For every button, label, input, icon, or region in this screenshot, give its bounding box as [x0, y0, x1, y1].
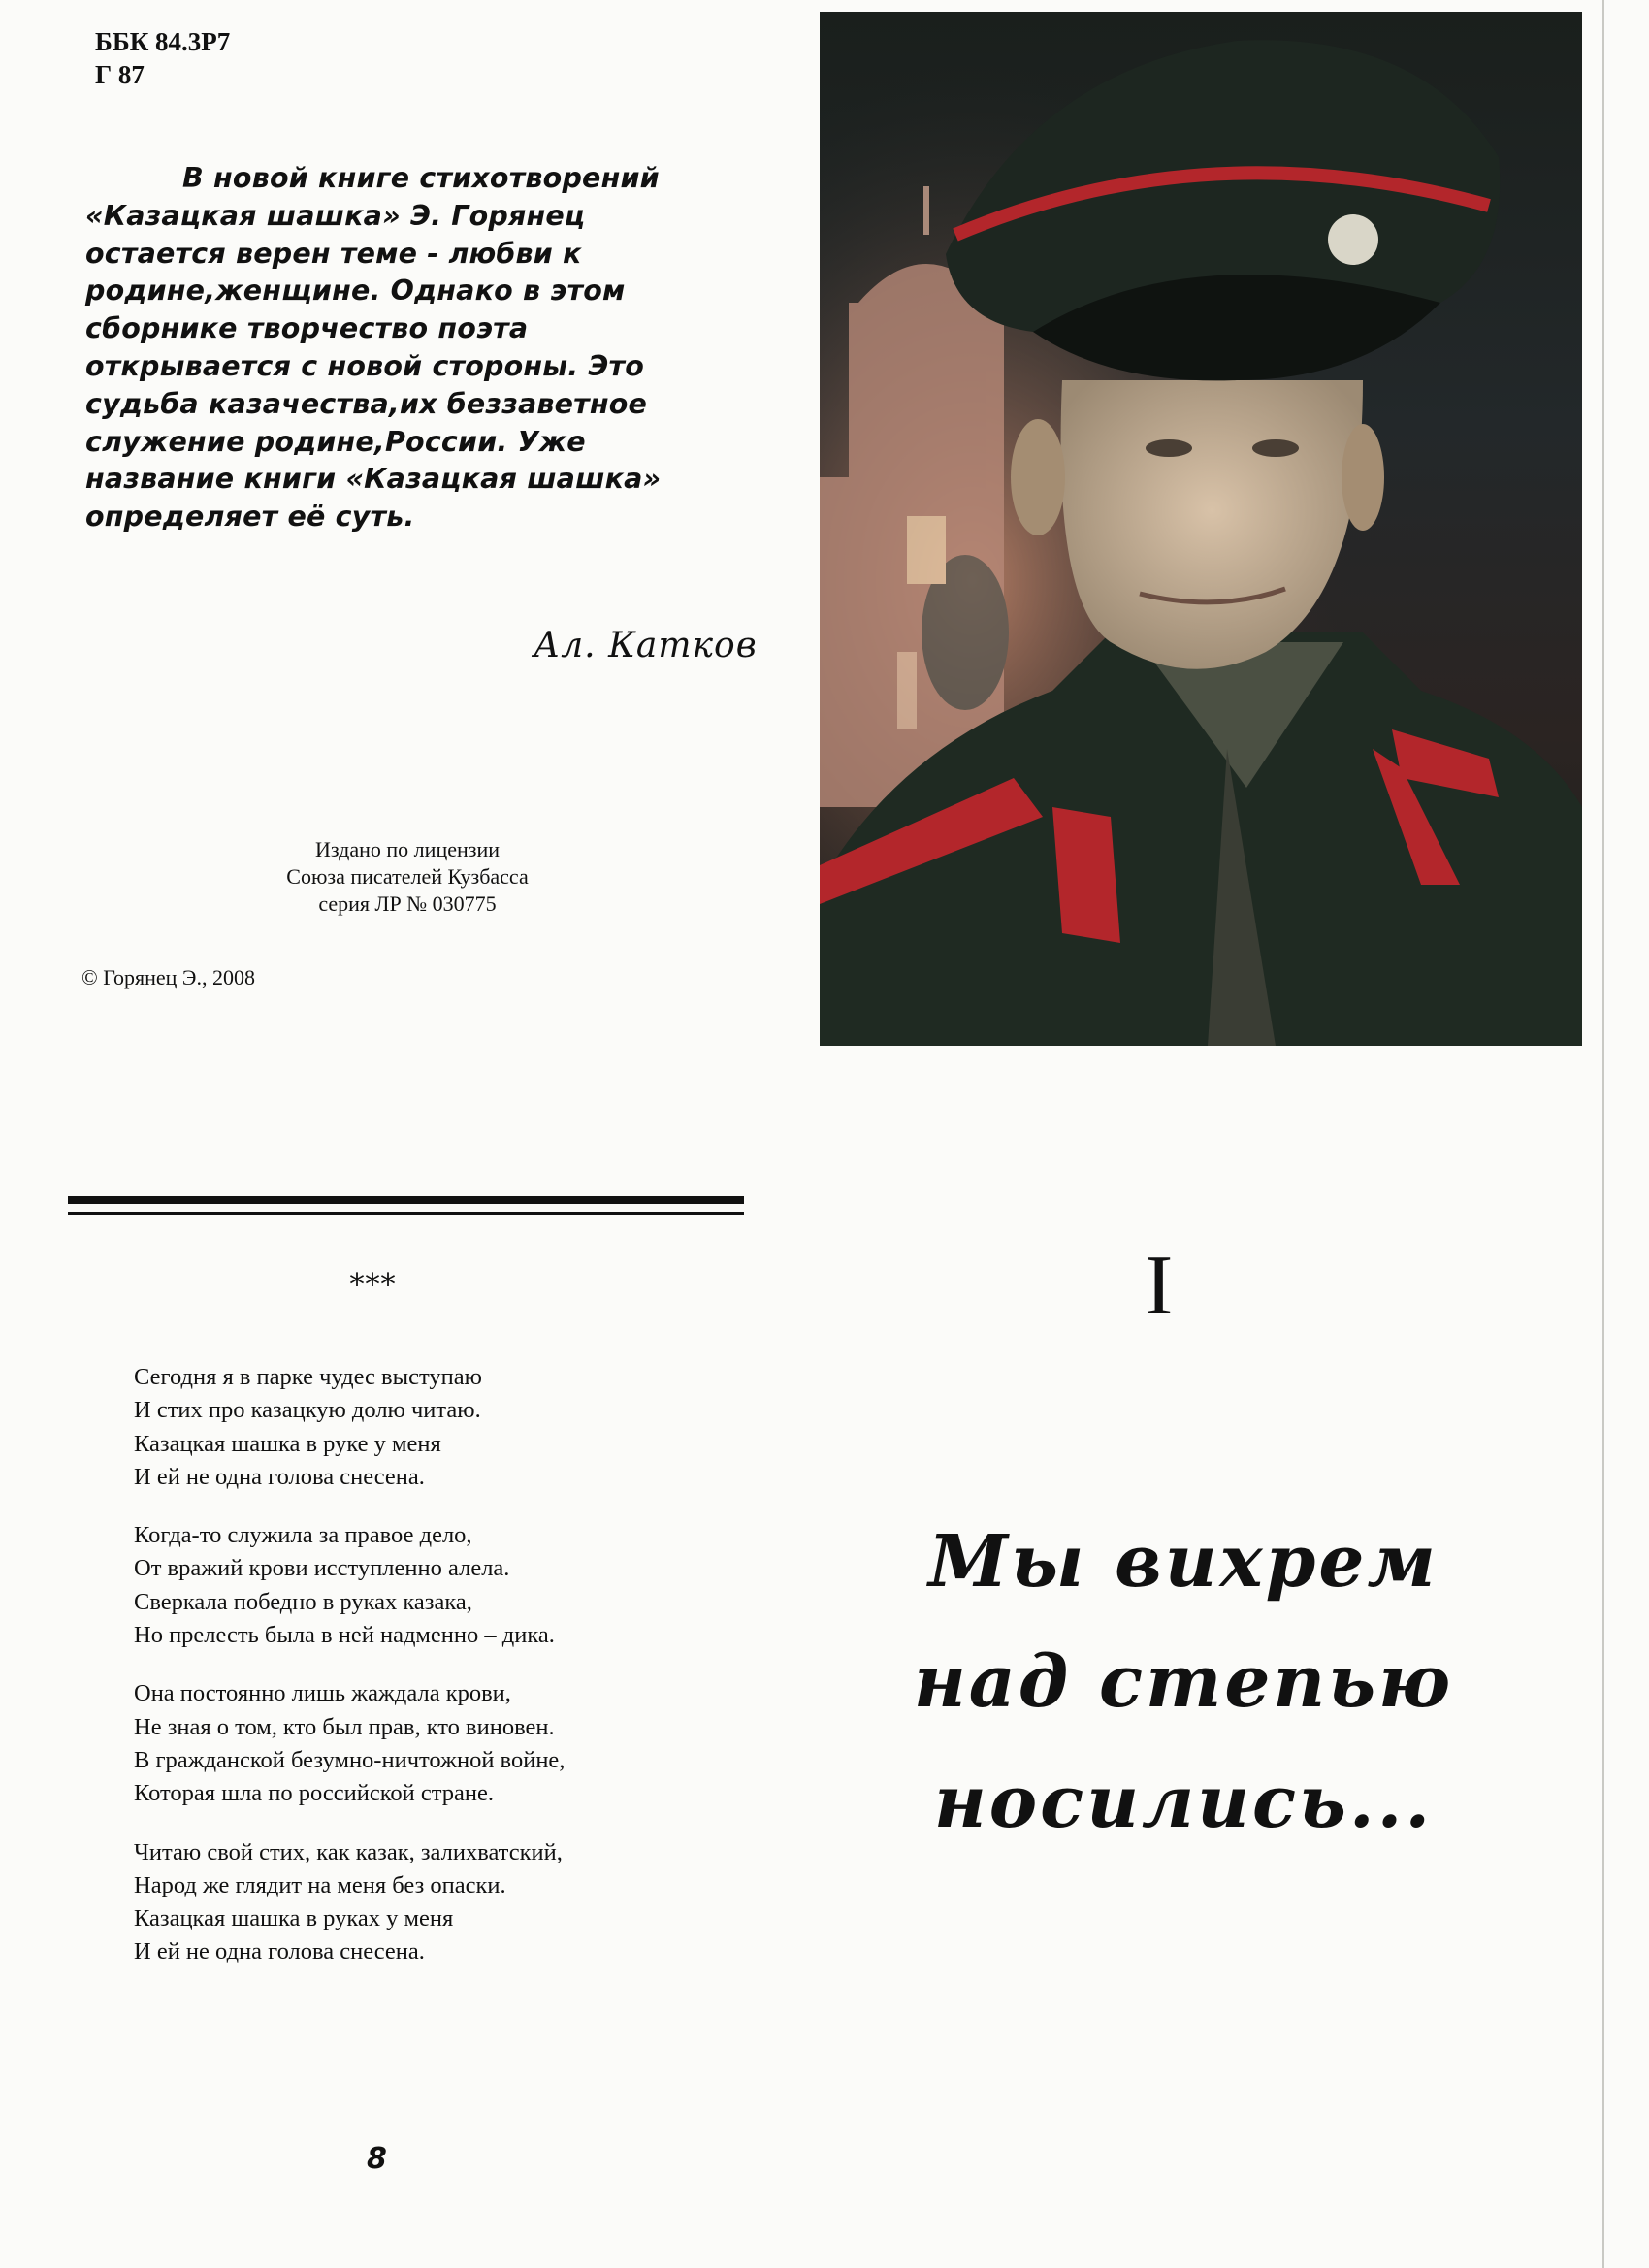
- poem-stanza: [134, 1361, 755, 1494]
- annotation-line: судьба казачества,их беззаветное: [85, 387, 648, 420]
- book-annotation: [85, 160, 706, 536]
- poem-line: Когда-то служила за правое дело,: [134, 1522, 472, 1549]
- section-title: [873, 1502, 1494, 1863]
- poem-line: Казацкая шашка в руке у меня: [134, 1430, 441, 1457]
- annotation-line: «Казацкая шашка» Э. Горянец: [85, 199, 586, 232]
- annotation-line: В новой книге стихотворений: [182, 162, 660, 194]
- poem-line: Которая шла по российской стране.: [134, 1780, 494, 1807]
- page-number: 8: [367, 2142, 387, 2176]
- section-number: I: [1145, 1239, 1174, 1333]
- poem-line: Сегодня я в парке чудес выступаю: [134, 1364, 482, 1390]
- annotation-line: название книги «Казацкая шашка»: [85, 463, 662, 496]
- annotation-line: служение родине,России. Уже: [85, 425, 586, 458]
- page-edge-line: [1602, 0, 1604, 2268]
- annotation-line: родине,женщине. Однако в этом: [85, 275, 626, 308]
- poem-line: Она постоянно лишь жаждала крови,: [134, 1680, 511, 1707]
- cap-badge: [1328, 214, 1378, 265]
- license-line: Союза писателей Кузбасса: [286, 864, 529, 889]
- poem-stanza: [134, 1836, 755, 1969]
- license-line: Издано по лицензии: [315, 837, 500, 861]
- poem: [134, 1361, 755, 1994]
- poem-asterisks: ***: [349, 1266, 396, 1303]
- poem-line: И ей не одна голова снесена.: [134, 1463, 425, 1490]
- bbk-code: ББК 84.3Р7: [95, 27, 231, 56]
- poem-stanza: [134, 1519, 755, 1652]
- poem-line: В гражданской безумно-ничтожной войне,: [134, 1746, 566, 1773]
- poem-line: Читаю свой стих, как казак, залихватский,: [134, 1838, 563, 1865]
- poem-line: Народ же глядит на меня без опаски.: [134, 1871, 506, 1898]
- poem-line: От вражий крови исступленно алела.: [134, 1555, 510, 1582]
- poem-stanza: [134, 1677, 755, 1810]
- section-title-line: Мы вихрем: [928, 1520, 1439, 1604]
- divider-rule-thick: [68, 1196, 744, 1204]
- bibliographic-codes: [95, 25, 230, 91]
- annotation-line: определяет её суть.: [85, 501, 415, 534]
- poem-line: Но прелесть была в ней надменно – дика.: [134, 1622, 555, 1649]
- poem-line: Сверкала победно в руках казака,: [134, 1588, 472, 1615]
- divider-rule-thin: [68, 1212, 744, 1215]
- annotation-line: сборнике творчество поэта: [85, 312, 529, 345]
- author-code: Г 87: [95, 60, 145, 89]
- poem-line: И ей не одна голова снесена.: [134, 1938, 425, 1965]
- annotation-signature: Ал. Катков: [534, 626, 758, 665]
- copyright-notice: © Горянец Э., 2008: [81, 965, 255, 989]
- section-title-line: носились...: [933, 1761, 1434, 1844]
- poem-line: Казацкая шашка в руках у меня: [134, 1905, 454, 1932]
- poem-line: Не зная о том, кто был прав, кто виновен.: [134, 1713, 555, 1740]
- annotation-line: остается верен теме - любви к: [85, 237, 582, 270]
- license-info: [194, 836, 621, 918]
- annotation-line: открывается с новой стороны. Это: [85, 349, 645, 382]
- author-portrait-photo: [820, 12, 1582, 1046]
- license-line: серия ЛР № 030775: [318, 891, 497, 916]
- section-title-line: над степью: [913, 1640, 1454, 1724]
- poem-line: И стих про казацкую долю читаю.: [134, 1397, 481, 1424]
- portrait-illustration: [820, 12, 1582, 1046]
